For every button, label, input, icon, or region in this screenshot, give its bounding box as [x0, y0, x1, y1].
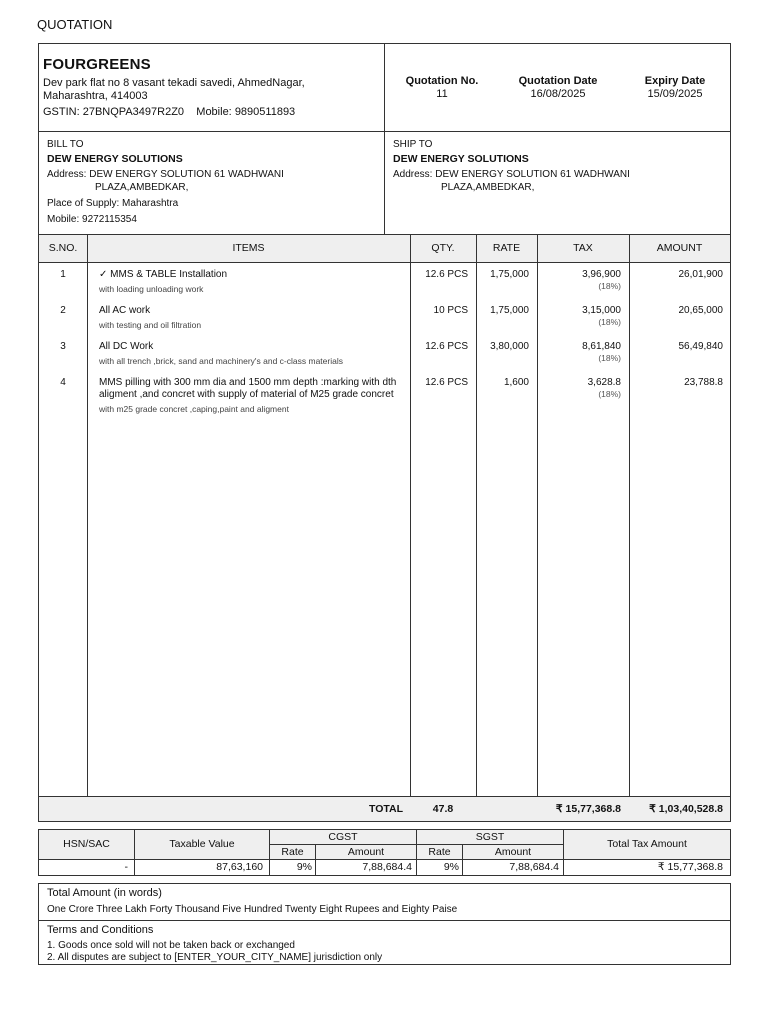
- expiry-date: [630, 75, 720, 100]
- amount-in-words-text: One Crore Three Lakh Forty Thousand Five Hundred Twenty Eight Rupees and Eighty Paise: [47, 904, 458, 915]
- ship-to-address: [393, 168, 731, 194]
- total-tax-header: Total Tax Amount: [564, 830, 730, 859]
- ship-to-name: DEW ENERGY SOLUTIONS: [393, 153, 529, 165]
- row-amount: 26,01,900: [678, 269, 723, 280]
- row-tax: [537, 269, 621, 291]
- total-amount: ₹ 1,03,40,528.8: [649, 803, 723, 815]
- seller-mobile-label: Mobile:: [196, 106, 232, 118]
- hsn-value: -: [124, 861, 128, 873]
- bill-to-mobile-value: 9272115354: [82, 214, 137, 225]
- header-qty: QTY.: [431, 242, 455, 254]
- sgst-amount-header: Amount: [463, 845, 563, 859]
- row-sno: 2: [60, 305, 66, 316]
- item-description: with testing and oil filtration: [99, 320, 202, 330]
- taxable-value-header: Taxable Value: [135, 830, 269, 859]
- row-rate: 1,75,000: [490, 269, 529, 280]
- row-item: [99, 341, 409, 367]
- bill-ship-section: [38, 131, 731, 235]
- ship-to-address-label: Address:: [393, 169, 433, 180]
- bill-to-address: [47, 168, 384, 194]
- row-amount: 56,49,840: [678, 341, 723, 352]
- item-description: with m25 grade concret ,caping,paint and aligment: [99, 404, 289, 414]
- row-rate: 1,75,000: [490, 305, 529, 316]
- tax-rate: (18%): [598, 317, 621, 327]
- item-name: All AC work: [99, 305, 151, 316]
- header-items: ITEMS: [232, 242, 265, 254]
- sgst-rate: 9%: [443, 861, 459, 873]
- sgst-header: SGST: [417, 830, 563, 844]
- row-tax: [537, 305, 621, 327]
- bill-to: [39, 131, 385, 234]
- quotation-header: [38, 43, 731, 132]
- row-tax: [537, 341, 621, 363]
- row-tax: [537, 377, 621, 399]
- place-of-supply-label: Place of Supply:: [47, 198, 120, 209]
- gstin-value: 27BNQPA3497R2Z0: [82, 106, 185, 118]
- bill-to-address-line2: PLAZA,AMBEDKAR,: [95, 182, 189, 193]
- bill-to-name: DEW ENERGY SOLUTIONS: [47, 153, 183, 165]
- bill-to-address-line1: DEW ENERGY SOLUTION 61 WADHWANI: [89, 169, 284, 180]
- sgst-rate-header: Rate: [417, 845, 462, 859]
- cgst-rate: 9%: [296, 861, 312, 873]
- seller-gst-line: [43, 106, 384, 118]
- terms-item: 1. Goods once sold will not be taken back or exchanged: [47, 940, 295, 951]
- total-qty: 47.8: [432, 803, 454, 815]
- row-rate: 1,600: [503, 377, 529, 388]
- column-divider: [87, 235, 88, 821]
- row-sno: 4: [60, 377, 66, 388]
- expiry-date-value: 15/09/2025: [647, 88, 703, 100]
- company-name: FOURGREENS: [43, 56, 151, 73]
- row-item: [99, 377, 405, 415]
- tax-summary-table: [38, 829, 731, 876]
- row-sno: 3: [60, 341, 66, 352]
- row-amount: 20,65,000: [678, 305, 723, 316]
- hsn-header: HSN/SAC: [39, 830, 134, 859]
- total-tax: ₹ 15,77,368.8: [555, 803, 621, 815]
- expiry-date-label: Expiry Date: [644, 75, 706, 87]
- cgst-rate-header: Rate: [270, 845, 315, 859]
- items-table: [38, 234, 731, 822]
- amount-in-words-label: Total Amount (in words): [47, 887, 162, 899]
- column-divider: [476, 235, 477, 821]
- column-divider: [410, 235, 411, 821]
- ship-to-label: SHIP TO: [393, 139, 433, 150]
- total-tax-amount: ₹ 15,77,368.8: [657, 861, 723, 873]
- ship-to-address-line1: DEW ENERGY SOLUTION 61 WADHWANI: [435, 169, 630, 180]
- ship-to: [386, 131, 731, 234]
- amount-words-terms: [38, 883, 731, 965]
- column-divider: [629, 235, 630, 821]
- taxable-value: 87,63,160: [216, 861, 263, 873]
- place-of-supply: [47, 197, 384, 210]
- document-title: QUOTATION: [37, 17, 113, 32]
- quotation-number: [402, 75, 482, 100]
- tax-rate: (18%): [598, 353, 621, 363]
- tax-amount: 8,61,840: [582, 341, 621, 352]
- seller-address-line1: Dev park flat no 8 vasant tekadi savedi, AhmedNagar,: [43, 77, 305, 89]
- bill-to-label: BILL TO: [47, 139, 84, 150]
- items-table-total: [39, 796, 730, 821]
- terms-label: Terms and Conditions: [47, 924, 154, 936]
- item-description: with loading unloading work: [99, 284, 204, 294]
- seller-mobile-value: 9890511893: [234, 106, 296, 118]
- item-name: MMS pilling with 300 mm dia and 1500 mm depth :marking with dth aligment ,and concret with supply of material of M25 grade concret: [99, 377, 397, 400]
- quotation-number-value: 11: [436, 88, 448, 100]
- tax-rate: (18%): [598, 389, 621, 399]
- quotation-meta: [386, 44, 731, 131]
- seller-address-line2: Maharashtra, 414003: [43, 90, 148, 102]
- bill-to-address-label: Address:: [47, 169, 87, 180]
- header-rate: RATE: [492, 242, 521, 254]
- row-rate: 3,80,000: [490, 341, 529, 352]
- row-divider: [39, 859, 730, 860]
- terms-item: 2. All disputes are subject to [ENTER_YOUR_CITY_NAME] jurisdiction only: [47, 952, 383, 963]
- item-name: All DC Work: [99, 341, 154, 352]
- row-item: [99, 305, 409, 331]
- cgst-amount-header: Amount: [316, 845, 416, 859]
- row-qty: 10 PCS: [433, 305, 468, 316]
- row-item: [99, 269, 409, 295]
- item-name: ✓ MMS & TABLE Installation: [99, 269, 228, 280]
- item-description: with all trench ,brick, sand and machinery's and c-class materials: [99, 356, 343, 366]
- quotation-date: [510, 75, 606, 100]
- header-amount: AMOUNT: [656, 242, 703, 254]
- items-table-header: [39, 235, 730, 263]
- tax-rate: (18%): [598, 281, 621, 291]
- quotation-number-label: Quotation No.: [405, 75, 479, 87]
- header-sno: S.NO.: [48, 242, 78, 254]
- section-divider: [39, 920, 730, 921]
- sgst-amount: 7,88,684.4: [509, 861, 559, 873]
- quotation-date-label: Quotation Date: [518, 75, 598, 87]
- quotation-date-value: 16/08/2025: [530, 88, 586, 100]
- gstin-label: GSTIN:: [43, 106, 80, 118]
- row-sno: 1: [60, 269, 66, 280]
- bill-to-mobile: [47, 213, 384, 226]
- row-qty: 12.6 PCS: [425, 269, 468, 280]
- tax-amount: 3,96,900: [582, 269, 621, 280]
- place-of-supply-value: Maharashtra: [122, 198, 179, 209]
- total-label: TOTAL: [368, 803, 403, 815]
- header-tax: TAX: [573, 242, 593, 254]
- row-amount: 23,788.8: [684, 377, 723, 388]
- tax-amount: 3,15,000: [582, 305, 621, 316]
- tax-amount: 3,628.8: [587, 377, 621, 388]
- cgst-header: CGST: [270, 830, 416, 844]
- row-qty: 12.6 PCS: [425, 377, 468, 388]
- seller-address: [43, 77, 384, 103]
- bill-to-mobile-label: Mobile:: [47, 214, 80, 225]
- cgst-amount: 7,88,684.4: [362, 861, 412, 873]
- seller-info: [39, 44, 385, 131]
- row-qty: 12.6 PCS: [425, 341, 468, 352]
- ship-to-address-line2: PLAZA,AMBEDKAR,: [441, 182, 535, 193]
